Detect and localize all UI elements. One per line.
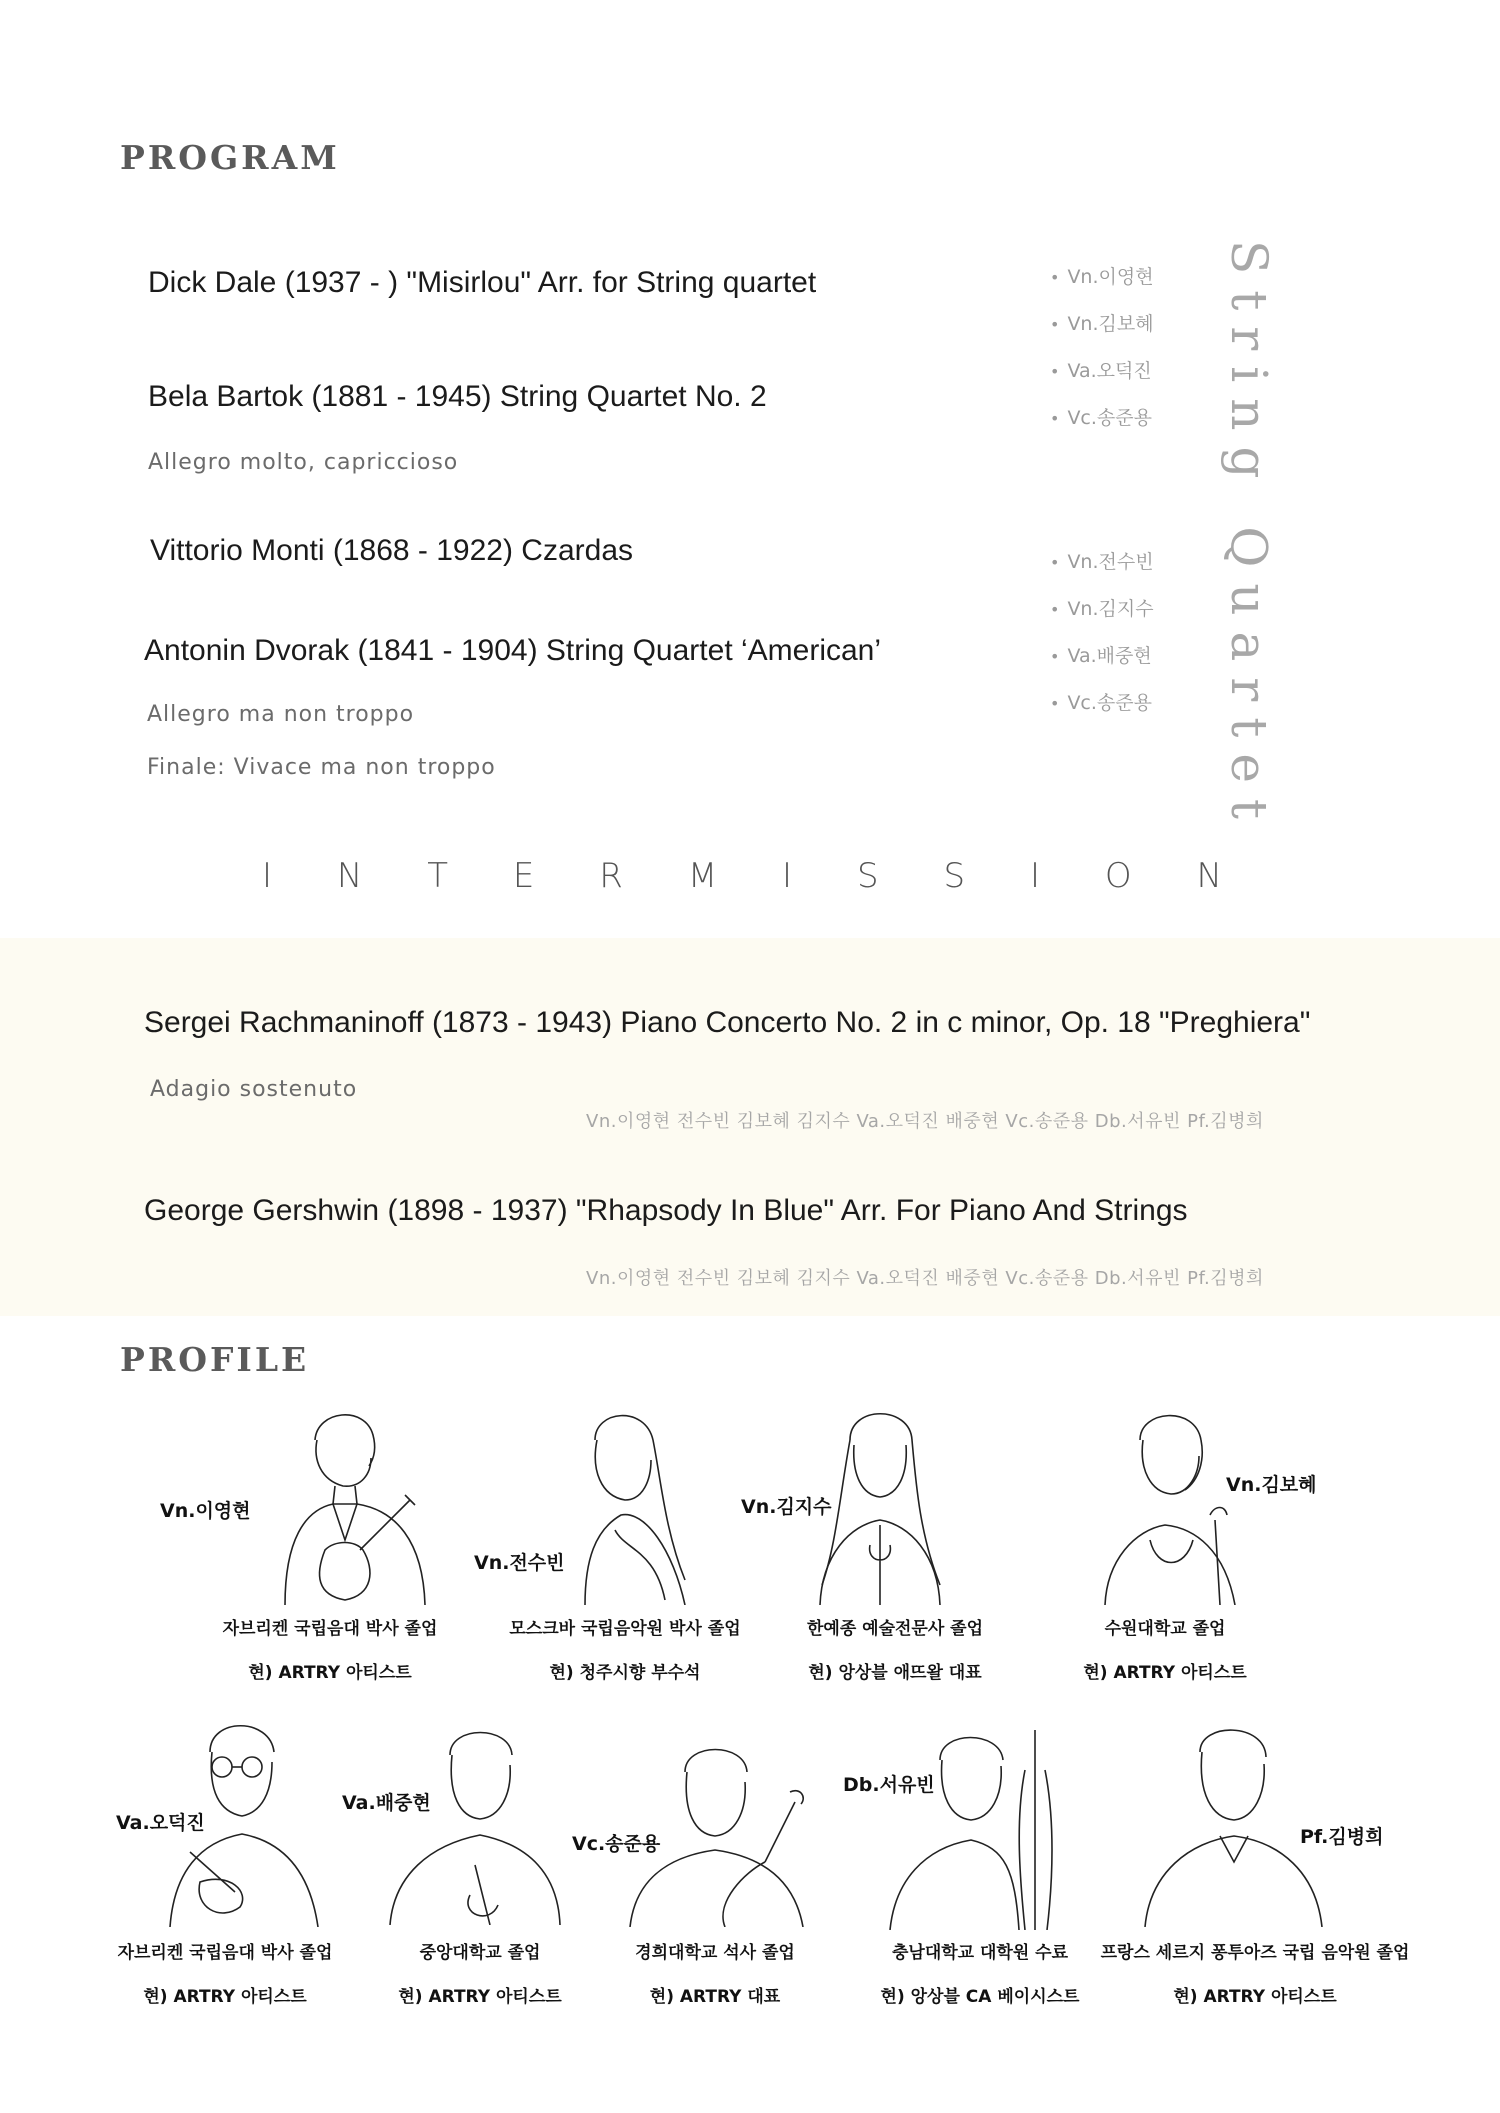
intermission-letter: E [512, 856, 535, 896]
quartet-b-player: • Vn.김지수 [1050, 594, 1154, 621]
profile-name: Vc.송준용 [572, 1833, 661, 1855]
violinist-sketch-icon [255, 1400, 435, 1605]
intermission-letter: O [1104, 856, 1132, 896]
profile-name: Vn.김지수 [741, 1496, 832, 1518]
violinist-sketch-icon [1095, 1400, 1255, 1605]
profile-education: 자브리켄 국립음대 박사 졸업 [117, 1943, 333, 1963]
profile-education: 프랑스 세르지 퐁투아즈 국립 음악원 졸업 [1100, 1943, 1410, 1963]
profile-current: 현) ARTRY 아티스트 [1173, 1987, 1337, 2007]
intermission-letter: I [782, 856, 793, 896]
intermission-letter: N [336, 856, 363, 896]
profile-name: Vn.김보혜 [1226, 1474, 1317, 1496]
intermission-letter: M [687, 856, 718, 896]
profile-education: 자브리켄 국립음대 박사 졸업 [222, 1619, 438, 1639]
quartet-b-player: • Va.배중현 [1050, 641, 1152, 668]
profile-name: Pf.김병희 [1300, 1826, 1384, 1848]
quartet-a-player: • Va.오덕진 [1050, 356, 1152, 383]
piece-dvorak: Antonin Dvorak (1841 - 1904) String Quartet ‘American’ [144, 634, 882, 667]
profile-education: 중앙대학교 졸업 [419, 1943, 541, 1963]
portrait-violinist-lee [255, 1400, 435, 1605]
piece-rachmaninoff: Sergei Rachmaninoff (1873 - 1943) Piano Concerto No. 2 in c minor, Op. 18 "Preghiera" [144, 1006, 1311, 1039]
movement-bartok-1: Allegro molto, capriccioso [148, 450, 459, 475]
profile-education: 충남대학교 대학원 수료 [891, 1943, 1069, 1963]
piece-gershwin: George Gershwin (1898 - 1937) "Rhapsody In Blue" Arr. For Piano And Strings [144, 1194, 1188, 1227]
profile-education: 수원대학교 졸업 [1104, 1619, 1226, 1639]
quartet-b-player: • Vn.전수빈 [1050, 547, 1154, 574]
profile-current: 현) 앙상블 애뜨왈 대표 [808, 1663, 982, 1683]
quartet-a-player: • Vn.이영현 [1050, 262, 1154, 289]
profile-current: 현) ARTRY 대표 [649, 1987, 781, 2007]
portrait-violinist-jeon [555, 1400, 705, 1605]
violinist-sketch-icon [555, 1400, 705, 1605]
quartet-a-player: • Vc.송준용 [1050, 403, 1152, 430]
violist-sketch-icon [380, 1725, 565, 1925]
profile-current: 현) 청주시향 부수석 [549, 1663, 701, 1683]
profile-current: 현) ARTRY 아티스트 [1083, 1663, 1247, 1683]
intermission-letter: T [427, 856, 449, 896]
bassist-sketch-icon [885, 1730, 1065, 1930]
profile-current: 현) ARTRY 아티스트 [248, 1663, 412, 1683]
portrait-bassist-seo [885, 1730, 1065, 1930]
intermission-letter: R [599, 856, 623, 896]
quartet-b-player: • Vc.송준용 [1050, 688, 1152, 715]
roster-rachmaninoff: Vn.이영현 전수빈 김보혜 김지수 Va.오덕진 배중현 Vc.송준용 Db.서유빈 Pf.김병희 [586, 1111, 1264, 1132]
piece-misirlou: Dick Dale (1937 - ) "Misirlou" Arr. for String quartet [148, 266, 817, 299]
intermission-letter: I [262, 856, 273, 896]
movement-dvorak-2: Finale: Vivace ma non troppo [147, 755, 496, 780]
program-title: PROGRAM [120, 138, 340, 177]
profile-name: Db.서유빈 [843, 1774, 935, 1796]
profile-current: 현) ARTRY 아티스트 [398, 1987, 562, 2007]
piece-bartok: Bela Bartok (1881 - 1945) String Quartet No. 2 [148, 380, 767, 413]
roster-gershwin: Vn.이영현 전수빈 김보혜 김지수 Va.오덕진 배중현 Vc.송준용 Db.서유빈 Pf.김병희 [586, 1268, 1264, 1289]
profile-education: 한예종 예술전문사 졸업 [806, 1619, 984, 1639]
intermission-letter: I [1029, 856, 1040, 896]
portrait-violinist-kim-bohye [1095, 1400, 1255, 1605]
profile-name: Vn.전수빈 [474, 1552, 565, 1574]
quartet-a-player: • Vn.김보혜 [1050, 309, 1154, 336]
profile-current: 현) 앙상블 CA 베이시스트 [880, 1987, 1080, 2007]
string-quartet-vertical-label: String Quartet [1220, 240, 1278, 836]
portrait-violist-bae [380, 1725, 565, 1925]
pianist-sketch-icon [1140, 1722, 1325, 1927]
profile-title: PROFILE [120, 1340, 310, 1379]
portrait-pianist-kim [1140, 1722, 1325, 1927]
profile-name: Va.배중현 [342, 1792, 431, 1814]
intermission-letter: S [943, 856, 966, 896]
profile-name: Vn.이영현 [160, 1500, 251, 1522]
intermission-banner [262, 856, 1222, 896]
movement-rachmaninoff: Adagio sostenuto [150, 1077, 358, 1102]
profile-education: 모스크바 국립음악원 박사 졸업 [509, 1619, 741, 1639]
profile-name: Va.오덕진 [116, 1812, 205, 1834]
piece-monti: Vittorio Monti (1868 - 1922) Czardas [150, 534, 634, 567]
profile-current: 현) ARTRY 아티스트 [143, 1987, 307, 2007]
intermission-letter: N [1196, 856, 1222, 896]
movement-dvorak-1: Allegro ma non troppo [147, 702, 415, 727]
profile-education: 경희대학교 석사 졸업 [635, 1943, 795, 1963]
intermission-letter: S [856, 856, 879, 896]
